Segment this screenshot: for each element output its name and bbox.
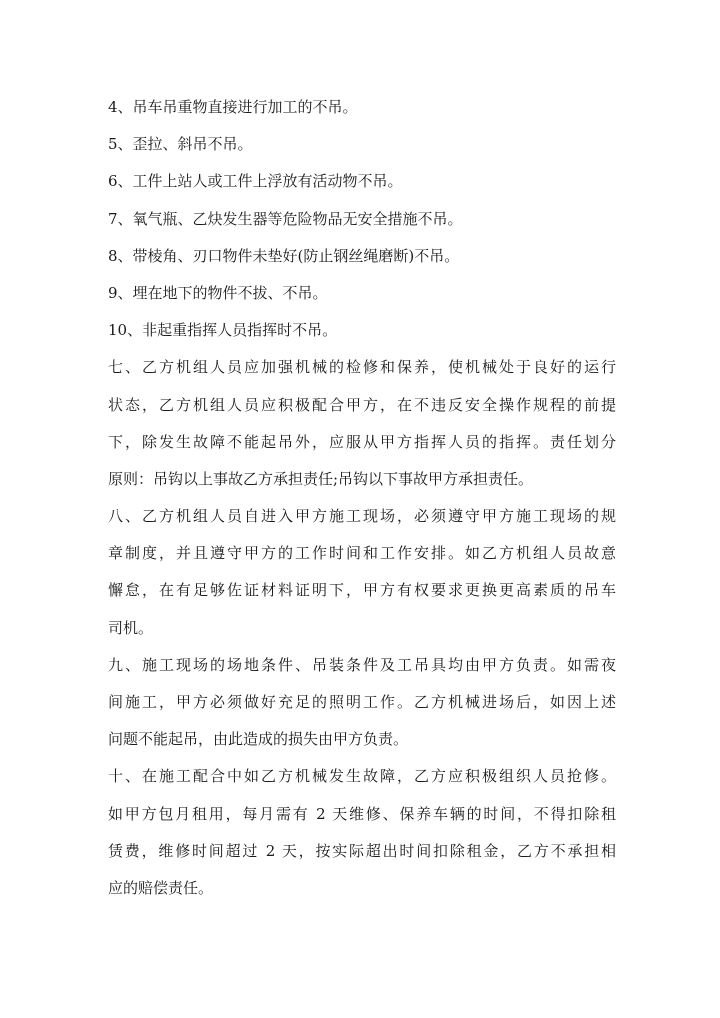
text-line: 间施工，甲方必须做好充足的照明工作。乙方机械进场后，如因上述 — [108, 693, 616, 711]
text-line: 司机。 — [108, 618, 154, 637]
text-line: 七、乙方机组人员应加强机械的检修和保养，使机械处于良好的运行 — [108, 358, 616, 377]
text-line: 9、埋在地下的物件不拔、不吊。 — [108, 283, 328, 302]
text-line: 章制度，并且遵守甲方的工作时间和工作安排。如乙方机组人员故意 — [108, 544, 616, 563]
text-line: 原则：吊钩以上事故乙方承担责任;吊钩以下事故甲方承担责任。 — [108, 469, 534, 488]
text-line: 7、氧气瓶、乙炔发生器等危险物品无安全措施不吊。 — [108, 209, 463, 228]
text-line: 6、工件上站人或工件上浮放有活动物不吊。 — [108, 172, 403, 191]
text-line: 4、吊车吊重物直接进行加工的不吊。 — [108, 98, 358, 116]
text-line: 问题不能起吊，由此造成的损失由甲方负责。 — [108, 730, 409, 749]
text-line: 5、歪拉、斜吊不吊。 — [108, 135, 253, 154]
text-line: 十、在施工配合中如乙方机械发生故障，乙方应积极组织人员抢修。 — [108, 767, 616, 786]
text-line: 应的赔偿责任。 — [108, 878, 214, 897]
text-line: 八、乙方机组人员自进入甲方施工现场，必须遵守甲方施工现场的规 — [108, 507, 616, 526]
text-line: 10、非起重指挥人员指挥时不吊。 — [108, 321, 338, 340]
text-line: 懈怠，在有足够佐证材料证明下，甲方有权要求更换更高素质的吊车 — [108, 581, 616, 600]
text-line: 8、带棱角、刃口物件未垫好(防止钢丝绳磨断)不吊。 — [108, 246, 460, 265]
text-line: 下，除发生故障不能起吊外，应服从甲方指挥人员的指挥。责任划分 — [108, 432, 616, 451]
text-line: 状态，乙方机组人员应积极配合甲方，在不违反安全操作规程的前提 — [108, 395, 616, 414]
text-line: 赁费，维修时间超过 2 天，按实际超出时间扣除租金，乙方不承担相 — [108, 841, 616, 860]
text-line: 如甲方包月租用，每月需有 2 天维修、保养车辆的时间，不得扣除租 — [108, 804, 616, 823]
text-line: 九、施工现场的场地条件、吊装条件及工吊具均由甲方负责。如需夜 — [108, 655, 616, 674]
document-body — [108, 89, 616, 907]
